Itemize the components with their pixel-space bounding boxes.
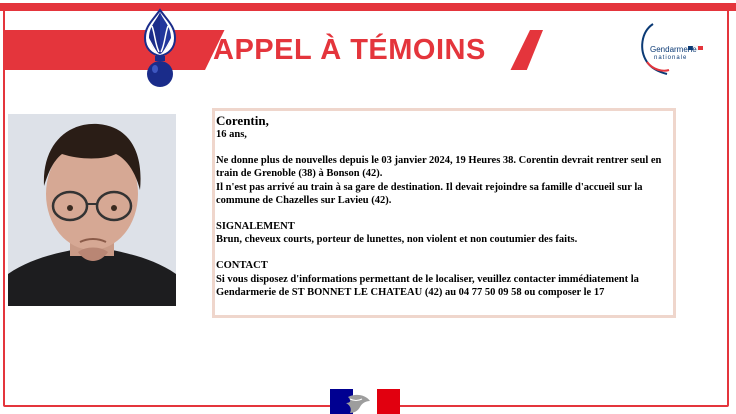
disappearance-paragraph: Ne donne plus de nouvelles depuis le 03 janvier 2024, 19 Heures 38. Corentin devrait rentrer seul en train de Grenoble (38) à Bonson (42). bbox=[216, 155, 662, 180]
logo-text bbox=[650, 46, 697, 62]
gendarmerie-grenade-icon bbox=[133, 6, 187, 88]
logo-text-line2: nationale bbox=[654, 55, 688, 61]
marianne-logo bbox=[330, 389, 400, 414]
signalement-text: Brun, cheveux courts, porteur de lunettes, non violent et non coutumier des faits. bbox=[216, 234, 578, 246]
person-portrait-image bbox=[8, 114, 176, 306]
notice-text bbox=[216, 113, 671, 299]
person-age: 16 ans, bbox=[216, 129, 247, 140]
signalement-heading: SIGNALEMENT bbox=[216, 221, 295, 233]
missing-person-photo bbox=[8, 114, 176, 306]
logo-text-line1: Gendarmerie bbox=[650, 45, 697, 54]
person-name: Corentin, bbox=[216, 113, 269, 128]
page-title: APPEL À TÉMOINS bbox=[213, 34, 486, 66]
contact-heading: CONTACT bbox=[216, 260, 268, 272]
destination-paragraph: Il n'est pas arrivé au train à sa gare de destination. Il devait rejoindre sa famille d'accueil sur la commune de Chazelles sur Lavieu (42). bbox=[216, 181, 643, 206]
top-stripe bbox=[0, 3, 736, 11]
contact-text: Si vous disposez d'informations permettant de le localiser, veuillez contacter immédiatement la Gendarmerie de ST BONNET LE CHATEAU (42) au 04 77 50 09 58 ou composer le 17 bbox=[216, 273, 639, 298]
